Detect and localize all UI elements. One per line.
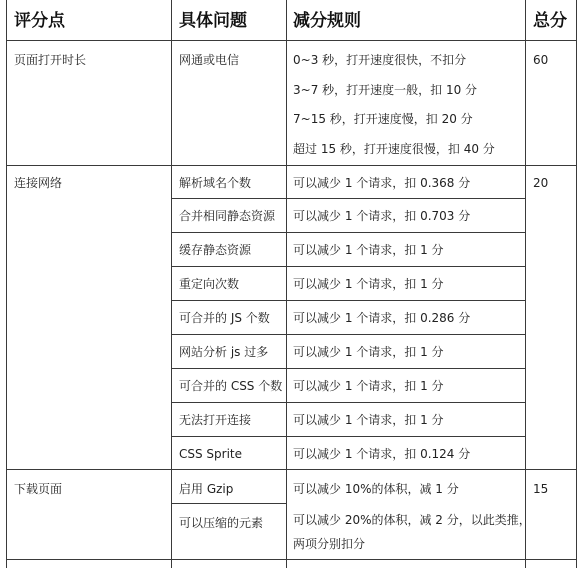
issue-cell: 网通或电信 <box>179 53 240 67</box>
issue-cell: 可合并的 JS 个数 <box>179 311 270 325</box>
category-cell: 页面打开时长 <box>14 53 87 67</box>
rule-cell: 可以减少 1 个请求，扣 0.124 分 <box>293 447 471 461</box>
row-divider <box>171 503 286 504</box>
issue-cell: 可合并的 CSS 个数 <box>179 379 283 393</box>
issue-cell: 网站分析 js 过多 <box>179 345 269 359</box>
rule-cell: 超过 15 秒，打开速度很慢，扣 40 分 <box>293 142 495 156</box>
issue-cell: 可以压缩的元素 <box>179 516 264 530</box>
column-divider <box>286 0 287 568</box>
category-cell: 下载页面 <box>14 482 63 496</box>
issue-cell: 缓存静态资源 <box>179 243 252 257</box>
header-total: 总分 <box>533 11 567 31</box>
rule-cell: 可以减少 1 个请求，扣 1 分 <box>293 379 444 393</box>
row-divider <box>171 334 525 335</box>
rule-cell: 可以减少 1 个请求，扣 0.368 分 <box>293 176 471 190</box>
column-divider <box>525 0 526 568</box>
issue-cell: CSS Sprite <box>179 447 243 461</box>
section-divider <box>6 559 577 560</box>
issue-cell: 合并相同静态资源 <box>179 209 276 223</box>
section-divider <box>6 165 577 166</box>
header-divider <box>6 40 577 41</box>
section-divider <box>6 469 577 470</box>
issue-cell: 无法打开连接 <box>179 413 252 427</box>
header-category: 评分点 <box>14 11 65 31</box>
header-issue: 具体问题 <box>179 11 247 31</box>
rule-cell: 可以减少 1 个请求，扣 1 分 <box>293 345 444 359</box>
table-border-right <box>576 0 577 568</box>
rule-cell: 可以减少 10%的体积，减 1 分 <box>293 482 459 496</box>
total-cell: 20 <box>533 176 549 190</box>
category-cell: 连接网络 <box>14 176 63 190</box>
rule-cell: 可以减少 1 个请求，扣 1 分 <box>293 243 444 257</box>
total-cell: 15 <box>533 482 549 496</box>
issue-cell: 解析域名个数 <box>179 176 252 190</box>
column-divider <box>171 0 172 568</box>
row-divider <box>171 300 525 301</box>
row-divider <box>171 198 525 199</box>
rule-cell: 7~15 秒，打开速度慢，扣 20 分 <box>293 112 473 126</box>
row-divider <box>171 232 525 233</box>
header-rule: 减分规则 <box>293 11 361 31</box>
row-divider <box>171 436 525 437</box>
rule-cell: 可以减少 1 个请求，扣 0.286 分 <box>293 311 471 325</box>
rule-cell: 可以减少 1 个请求，扣 1 分 <box>293 277 444 291</box>
row-divider <box>171 368 525 369</box>
rule-cell: 可以减少 20%的体积，减 2 分，以此类推， <box>293 513 531 527</box>
rule-cell: 3~7 秒，打开速度一般，扣 10 分 <box>293 83 478 97</box>
total-cell: 60 <box>533 53 549 67</box>
rule-cell: 两项分别扣分 <box>293 537 366 551</box>
row-divider <box>171 266 525 267</box>
table-border-left <box>6 0 7 568</box>
rule-cell: 可以减少 1 个请求，扣 1 分 <box>293 413 444 427</box>
rule-cell: 可以减少 1 个请求，扣 0.703 分 <box>293 209 471 223</box>
row-divider <box>171 402 525 403</box>
rule-cell: 0~3 秒，打开速度很快，不扣分 <box>293 53 467 67</box>
issue-cell: 重定向次数 <box>179 277 240 291</box>
issue-cell: 启用 Gzip <box>179 482 234 496</box>
